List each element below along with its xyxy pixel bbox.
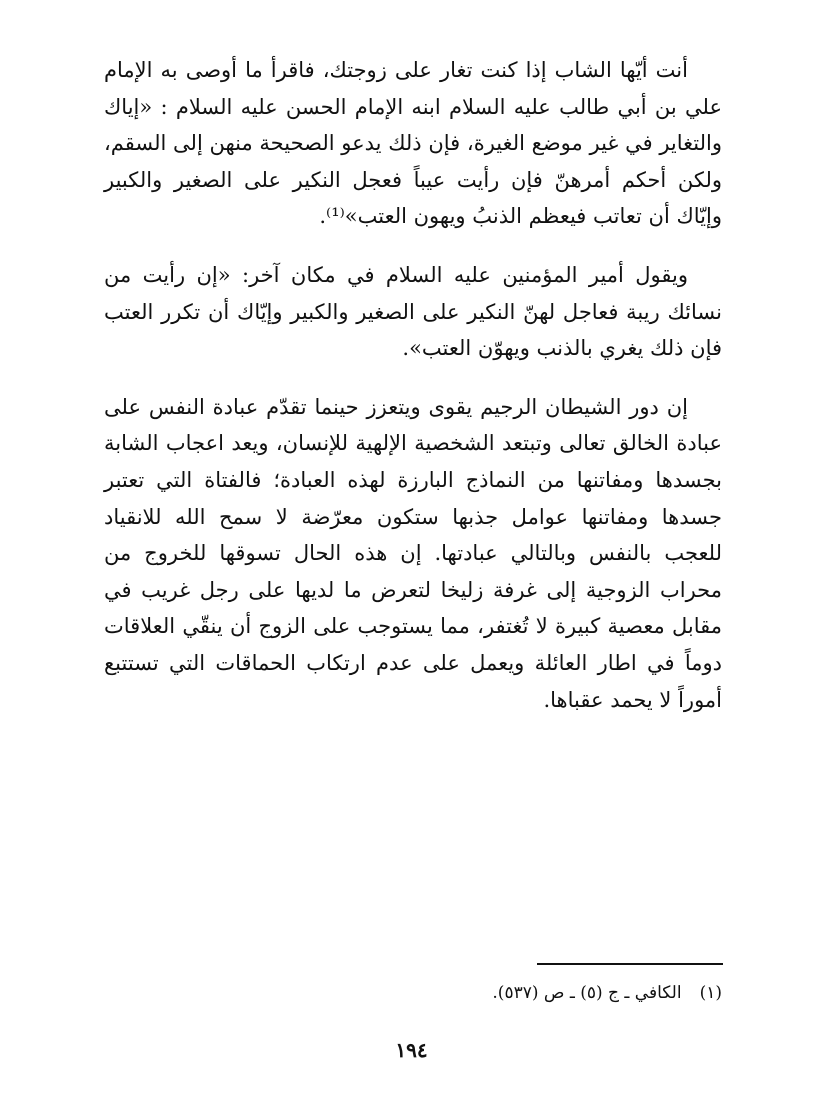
- footnote-text: الكافي ـ ج (٥) ـ ص (٥٣٧).: [492, 983, 682, 1003]
- page-number: ١٩٤: [395, 1038, 428, 1062]
- paragraph-2: ويقول أمير المؤمنين عليه السلام في مكان آخر: «إن رأيت من نسائك ريبة فعاجل لهنّ النكير على الصغير والكبير وإيّاك أن تكرر العتب فإن ذلك يغري بالذنب ويهوّن العتب».: [104, 262, 722, 361]
- paragraph-3: إن دور الشيطان الرجيم يقوى ويتعزز حينما تقدّم عبادة النفس على عبادة الخالق تعالى وتبتعد الشخصية الإلهية للإنسان، ويعد اعجاب الشابة بجسدها ومفاتنها من النماذج البارزة لهذه العبادة؛ فالفتاة التي تعتبر جسدها ومفاتنها عوامل جذبها ستكون معرّضة لا سمح الله للانقياد للعجب بالنفس وبالتالي عبادتها. إن هذه الحال تسوقها للخروج من محراب الزوجية إلى غرفة زليخا لتعرض ما لديها على رجل غريب في مقابل معصية كبيرة لا تُغتفر، مما يستوجب على الزوج أن ينقّي العلاقات دوماً في اطار العائلة ويعمل على عدم ارتكاب الحماقات التي تستتبع أموراً لا يحمد عقباها.: [104, 394, 722, 712]
- footnote-separator: [537, 963, 723, 965]
- footnote-number: (١): [699, 983, 722, 1003]
- footnote: [104, 980, 722, 1006]
- paragraph-1: أنت أيّها الشاب إذا كنت تغار على زوجتك، فاقرأ ما أوصى به الإمام علي بن أبي طالب عليه السلام ابنه الإمام الحسن عليه السلام : «إياك والتغاير في غير موضع الغيرة، فإن ذلك يدعو الصحيحة منهن إلى السقم، ولكن أحكم أمرهنّ فإن رأيت عيباً فعجل النكير على الصغير والكبير وإيّاك أن تعاتب فيعظم الذنبُ ويهون العتب»⁽¹⁾.: [104, 58, 722, 229]
- main-text: [104, 52, 722, 740]
